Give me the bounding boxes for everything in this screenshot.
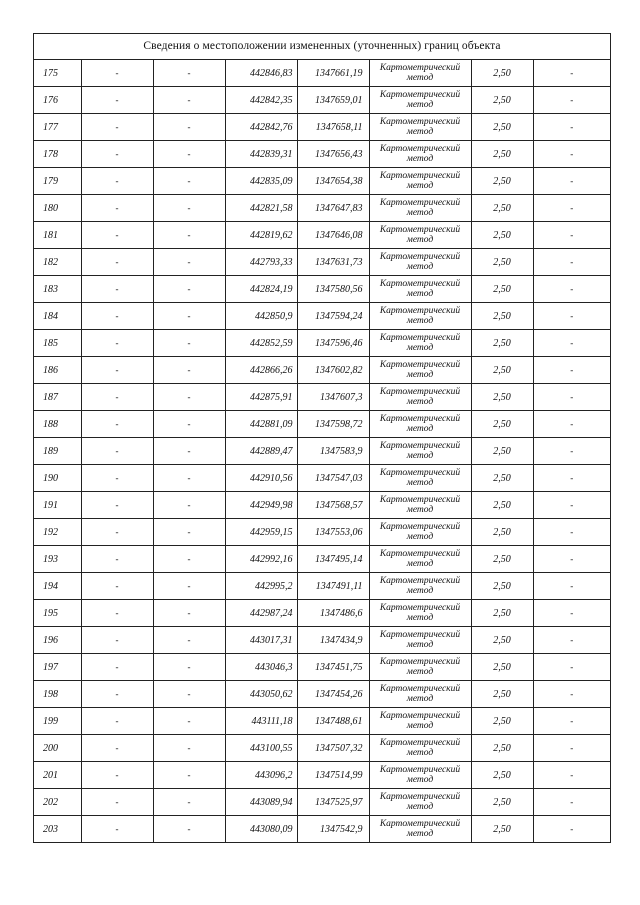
coordinate-x-cell: 442821,58	[225, 195, 297, 222]
point-number-cell: 175	[43, 67, 58, 79]
empty-cell: -	[81, 60, 153, 87]
empty-cell: -	[81, 573, 153, 600]
coordinate-x-cell: 443089,94	[225, 789, 297, 816]
empty-cell: -	[81, 303, 153, 330]
point-number-cell: 200	[34, 735, 81, 762]
accuracy-cell: 2,50	[471, 789, 533, 816]
table-row	[34, 492, 610, 519]
accuracy-cell: 2,50	[471, 168, 533, 195]
empty-cell: -	[533, 303, 610, 330]
point-number-cell: 177	[34, 114, 81, 141]
point-number-cell: 196	[34, 627, 81, 654]
table-row	[34, 681, 610, 708]
coordinate-x-cell: 442842,35	[225, 87, 297, 114]
method-cell: Картометрический метод	[369, 411, 471, 438]
coordinate-x-cell: 442819,62	[225, 222, 297, 249]
coordinate-y-cell: 1347661,19	[297, 60, 369, 87]
empty-cell: -	[153, 357, 225, 384]
coordinate-x-cell: 442866,26	[225, 357, 297, 384]
point-number-cell: 188	[34, 411, 81, 438]
coordinate-y-cell: 1347656,43	[297, 141, 369, 168]
point-number-cell: 189	[34, 438, 81, 465]
point-number-cell: 202	[34, 789, 81, 816]
empty-cell: -	[153, 573, 225, 600]
empty-cell: -	[153, 627, 225, 654]
empty-cell: -	[81, 627, 153, 654]
empty-cell: -	[153, 114, 225, 141]
empty-cell: -	[153, 384, 225, 411]
point-number-cell: 178	[34, 141, 81, 168]
empty-cell: -	[533, 168, 610, 195]
empty-cell: -	[81, 681, 153, 708]
table-row	[34, 438, 610, 465]
method-cell: Картометрический метод	[369, 87, 471, 114]
table-row	[34, 600, 610, 627]
table-row	[34, 627, 610, 654]
empty-cell: -	[81, 330, 153, 357]
coordinate-x-cell: 443046,3	[225, 654, 297, 681]
accuracy-cell: 2,50	[471, 249, 533, 276]
empty-cell: -	[533, 573, 610, 600]
empty-cell: -	[153, 762, 225, 789]
table-row	[34, 816, 610, 843]
empty-cell: -	[153, 600, 225, 627]
table-row	[34, 762, 610, 789]
accuracy-cell: 2,50	[471, 627, 533, 654]
empty-cell: -	[81, 357, 153, 384]
method-cell: Картометрический метод	[369, 60, 471, 87]
accuracy-cell: 2,50	[471, 438, 533, 465]
table-row	[34, 249, 610, 276]
empty-cell: -	[81, 438, 153, 465]
coordinate-y-cell: 1347631,73	[297, 249, 369, 276]
point-number-cell: 182	[34, 249, 81, 276]
coordinate-x-cell: 442992,16	[225, 546, 297, 573]
method-cell: Картометрический метод	[369, 114, 471, 141]
coordinate-y-cell: 1347598,72	[297, 411, 369, 438]
point-number-cell: 185	[34, 330, 81, 357]
method-cell: Картометрический метод	[369, 384, 471, 411]
coordinate-y-cell: 1347602,82	[297, 357, 369, 384]
accuracy-cell: 2,50	[471, 600, 533, 627]
point-number-cell: 180	[34, 195, 81, 222]
coordinate-y-cell: 1347568,57	[297, 492, 369, 519]
coordinate-y-cell: 1347607,3	[297, 384, 369, 411]
point-number-cell: 198	[34, 681, 81, 708]
method-cell: Картометрический метод	[369, 789, 471, 816]
empty-cell: -	[153, 168, 225, 195]
method-cell: Картометрический метод	[369, 519, 471, 546]
accuracy-cell: 2,50	[471, 357, 533, 384]
coordinate-x-cell: 443080,09	[225, 816, 297, 843]
table-row	[34, 411, 610, 438]
table-row	[34, 708, 610, 735]
empty-cell: -	[153, 465, 225, 492]
empty-cell: -	[533, 384, 610, 411]
empty-cell: -	[81, 654, 153, 681]
empty-cell: -	[81, 276, 153, 303]
accuracy-cell: 2,50	[471, 573, 533, 600]
empty-cell: -	[153, 492, 225, 519]
empty-cell: -	[533, 330, 610, 357]
accuracy-cell: 2,50	[471, 465, 533, 492]
accuracy-cell: 2,50	[471, 303, 533, 330]
empty-cell: -	[81, 708, 153, 735]
table-row	[34, 195, 610, 222]
empty-cell: -	[81, 519, 153, 546]
accuracy-cell: 2,50	[471, 276, 533, 303]
coordinate-y-cell: 1347491,11	[297, 573, 369, 600]
empty-cell: -	[533, 492, 610, 519]
empty-cell: -	[81, 141, 153, 168]
method-cell: Картометрический метод	[369, 357, 471, 384]
method-cell: Картометрический метод	[369, 303, 471, 330]
empty-cell: -	[81, 546, 153, 573]
empty-cell: -	[533, 600, 610, 627]
accuracy-cell: 2,50	[471, 384, 533, 411]
empty-cell: -	[533, 249, 610, 276]
coordinate-y-cell: 1347659,01	[297, 87, 369, 114]
coordinate-y-cell: 1347654,38	[297, 168, 369, 195]
coordinate-y-cell: 1347658,11	[297, 114, 369, 141]
empty-cell: -	[81, 816, 153, 843]
empty-cell: -	[153, 519, 225, 546]
accuracy-cell: 2,50	[471, 411, 533, 438]
accuracy-cell: 2,50	[471, 681, 533, 708]
method-cell: Картометрический метод	[369, 141, 471, 168]
point-number-cell: 199	[34, 708, 81, 735]
accuracy-cell: 2,50	[471, 60, 533, 87]
point-number-cell: 181	[34, 222, 81, 249]
accuracy-cell: 2,50	[471, 492, 533, 519]
point-number-cell: 183	[34, 276, 81, 303]
accuracy-cell: 2,50	[471, 816, 533, 843]
coordinate-x-cell: 443100,55	[225, 735, 297, 762]
point-number-cell: 197	[34, 654, 81, 681]
empty-cell: -	[153, 222, 225, 249]
coordinate-y-cell: 1347514,99	[297, 762, 369, 789]
empty-cell: -	[81, 411, 153, 438]
table-row	[34, 141, 610, 168]
empty-cell: -	[533, 87, 610, 114]
empty-cell: -	[81, 492, 153, 519]
empty-cell: -	[533, 114, 610, 141]
point-number-cell: 176	[34, 87, 81, 114]
point-number-cell: 179	[34, 168, 81, 195]
coordinate-x-cell: 443017,31	[225, 627, 297, 654]
empty-cell: -	[81, 465, 153, 492]
coordinate-y-cell: 1347553,06	[297, 519, 369, 546]
empty-cell: -	[153, 276, 225, 303]
coordinate-x-cell: 442824,19	[225, 276, 297, 303]
accuracy-cell: 2,50	[471, 330, 533, 357]
empty-cell: -	[81, 249, 153, 276]
point-number-cell: 190	[34, 465, 81, 492]
empty-cell: -	[533, 627, 610, 654]
coordinate-y-cell: 1347451,75	[297, 654, 369, 681]
empty-cell: -	[533, 276, 610, 303]
accuracy-cell: 2,50	[471, 519, 533, 546]
table-body	[34, 60, 610, 842]
table-title: Сведения о местоположении измененных (уточненных) границ объекта	[34, 34, 610, 60]
coordinate-y-cell: 1347488,61	[297, 708, 369, 735]
coordinate-x-cell: 442835,09	[225, 168, 297, 195]
method-cell: Картометрический метод	[369, 276, 471, 303]
table-row	[34, 276, 610, 303]
coordinate-y-cell: 1347594,24	[297, 303, 369, 330]
empty-cell: -	[533, 789, 610, 816]
method-cell: Картометрический метод	[369, 654, 471, 681]
accuracy-cell: 2,50	[471, 141, 533, 168]
table-row	[34, 465, 610, 492]
table-row	[34, 384, 610, 411]
empty-cell: -	[153, 789, 225, 816]
coordinate-x-cell: 442793,33	[225, 249, 297, 276]
method-cell: Картометрический метод	[369, 762, 471, 789]
empty-cell: -	[81, 384, 153, 411]
table-row	[34, 357, 610, 384]
empty-cell: -	[153, 411, 225, 438]
empty-cell: -	[81, 114, 153, 141]
coordinate-x-cell: 442987,24	[225, 600, 297, 627]
coordinate-x-cell: 442881,09	[225, 411, 297, 438]
empty-cell: -	[153, 141, 225, 168]
coordinate-x-cell: 442910,56	[225, 465, 297, 492]
coordinate-y-cell: 1347547,03	[297, 465, 369, 492]
accuracy-cell: 2,50	[471, 654, 533, 681]
point-number-cell: 187	[34, 384, 81, 411]
boundary-table-frame	[33, 33, 611, 843]
method-cell: Картометрический метод	[369, 438, 471, 465]
coordinate-x-cell: 443111,18	[225, 708, 297, 735]
coordinate-x-cell: 443050,62	[225, 681, 297, 708]
empty-cell: -	[153, 438, 225, 465]
method-cell: Картометрический метод	[369, 492, 471, 519]
empty-cell: -	[153, 87, 225, 114]
table-row	[34, 654, 610, 681]
empty-cell: -	[153, 60, 225, 87]
method-cell: Картометрический метод	[369, 573, 471, 600]
table-row	[34, 519, 610, 546]
empty-cell: -	[153, 816, 225, 843]
empty-cell: -	[533, 708, 610, 735]
point-number-cell: 194	[34, 573, 81, 600]
coordinate-x-cell: 442949,98	[225, 492, 297, 519]
empty-cell: -	[153, 735, 225, 762]
accuracy-cell: 2,50	[471, 735, 533, 762]
method-cell: Картометрический метод	[369, 330, 471, 357]
table-row	[34, 789, 610, 816]
empty-cell: -	[153, 195, 225, 222]
coordinate-x-cell: 442875,91	[225, 384, 297, 411]
empty-cell: -	[533, 141, 610, 168]
empty-cell: -	[533, 465, 610, 492]
empty-cell: -	[81, 789, 153, 816]
method-cell: Картометрический метод	[369, 627, 471, 654]
coordinate-y-cell: 1347580,56	[297, 276, 369, 303]
accuracy-cell: 2,50	[471, 222, 533, 249]
coordinate-x-cell: 442842,76	[225, 114, 297, 141]
coordinate-y-cell: 1347454,26	[297, 681, 369, 708]
empty-cell: -	[81, 87, 153, 114]
method-cell: Картометрический метод	[369, 816, 471, 843]
table-row	[34, 303, 610, 330]
point-number-cell: 184	[34, 303, 81, 330]
empty-cell: -	[81, 195, 153, 222]
coordinate-y-cell: 1347647,83	[297, 195, 369, 222]
accuracy-cell: 2,50	[471, 114, 533, 141]
empty-cell: -	[533, 357, 610, 384]
empty-cell: -	[81, 600, 153, 627]
table-row	[34, 546, 610, 573]
empty-cell: -	[81, 735, 153, 762]
accuracy-cell: 2,50	[471, 762, 533, 789]
coordinate-x-cell: 442995,2	[225, 573, 297, 600]
empty-cell: -	[533, 195, 610, 222]
empty-cell: -	[533, 654, 610, 681]
empty-cell: -	[153, 330, 225, 357]
coordinate-y-cell: 1347646,08	[297, 222, 369, 249]
empty-cell: -	[533, 222, 610, 249]
table-row	[34, 222, 610, 249]
empty-cell: -	[533, 519, 610, 546]
method-cell: Картометрический метод	[369, 168, 471, 195]
coordinate-y-cell: 1347525,97	[297, 789, 369, 816]
coordinate-y-cell: 1347583,9	[297, 438, 369, 465]
coordinate-y-cell: 1347495,14	[297, 546, 369, 573]
coordinate-x-cell: 442959,15	[225, 519, 297, 546]
method-cell: Картометрический метод	[369, 222, 471, 249]
coordinate-x-cell: 442846,83	[225, 60, 297, 87]
method-cell: Картометрический метод	[369, 249, 471, 276]
empty-cell: -	[533, 681, 610, 708]
method-cell: Картометрический метод	[369, 681, 471, 708]
coordinate-x-cell: 443096,2	[225, 762, 297, 789]
point-number-cell: 201	[34, 762, 81, 789]
empty-cell: -	[533, 60, 610, 87]
method-cell: Картометрический метод	[369, 735, 471, 762]
coordinate-y-cell: 1347486,6	[297, 600, 369, 627]
table-row	[34, 168, 610, 195]
coordinate-y-cell: 1347542,9	[297, 816, 369, 843]
empty-cell: -	[153, 708, 225, 735]
accuracy-cell: 2,50	[471, 546, 533, 573]
point-number-cell: 203	[34, 816, 81, 843]
coordinate-x-cell: 442852,59	[225, 330, 297, 357]
coordinate-y-cell: 1347596,46	[297, 330, 369, 357]
coordinate-x-cell: 442850,9	[225, 303, 297, 330]
empty-cell: -	[153, 249, 225, 276]
empty-cell: -	[153, 546, 225, 573]
method-cell: Картометрический метод	[369, 600, 471, 627]
empty-cell: -	[533, 411, 610, 438]
method-cell: Картометрический метод	[369, 195, 471, 222]
table-row	[34, 735, 610, 762]
empty-cell: -	[153, 303, 225, 330]
accuracy-cell: 2,50	[471, 708, 533, 735]
coordinate-x-cell: 442889,47	[225, 438, 297, 465]
table-row	[34, 573, 610, 600]
method-cell: Картометрический метод	[369, 546, 471, 573]
boundary-points-table	[34, 60, 610, 842]
point-number-cell: 195	[34, 600, 81, 627]
accuracy-cell: 2,50	[471, 195, 533, 222]
coordinate-x-cell: 442839,31	[225, 141, 297, 168]
empty-cell: -	[533, 546, 610, 573]
empty-cell: -	[533, 735, 610, 762]
method-cell: Картометрический метод	[369, 708, 471, 735]
coordinate-y-cell: 1347507,32	[297, 735, 369, 762]
accuracy-cell: 2,50	[471, 87, 533, 114]
point-number-cell: 186	[34, 357, 81, 384]
coordinate-y-cell: 1347434,9	[297, 627, 369, 654]
empty-cell: -	[533, 762, 610, 789]
empty-cell: -	[81, 222, 153, 249]
point-number-cell: 193	[34, 546, 81, 573]
empty-cell: -	[153, 681, 225, 708]
table-row	[34, 60, 610, 87]
empty-cell: -	[533, 816, 610, 843]
empty-cell: -	[81, 168, 153, 195]
table-row	[34, 330, 610, 357]
point-number-cell: 191	[34, 492, 81, 519]
empty-cell: -	[533, 438, 610, 465]
point-number-cell: 192	[34, 519, 81, 546]
table-row	[34, 87, 610, 114]
method-cell: Картометрический метод	[369, 465, 471, 492]
empty-cell: -	[153, 654, 225, 681]
empty-cell: -	[81, 762, 153, 789]
table-row	[34, 114, 610, 141]
